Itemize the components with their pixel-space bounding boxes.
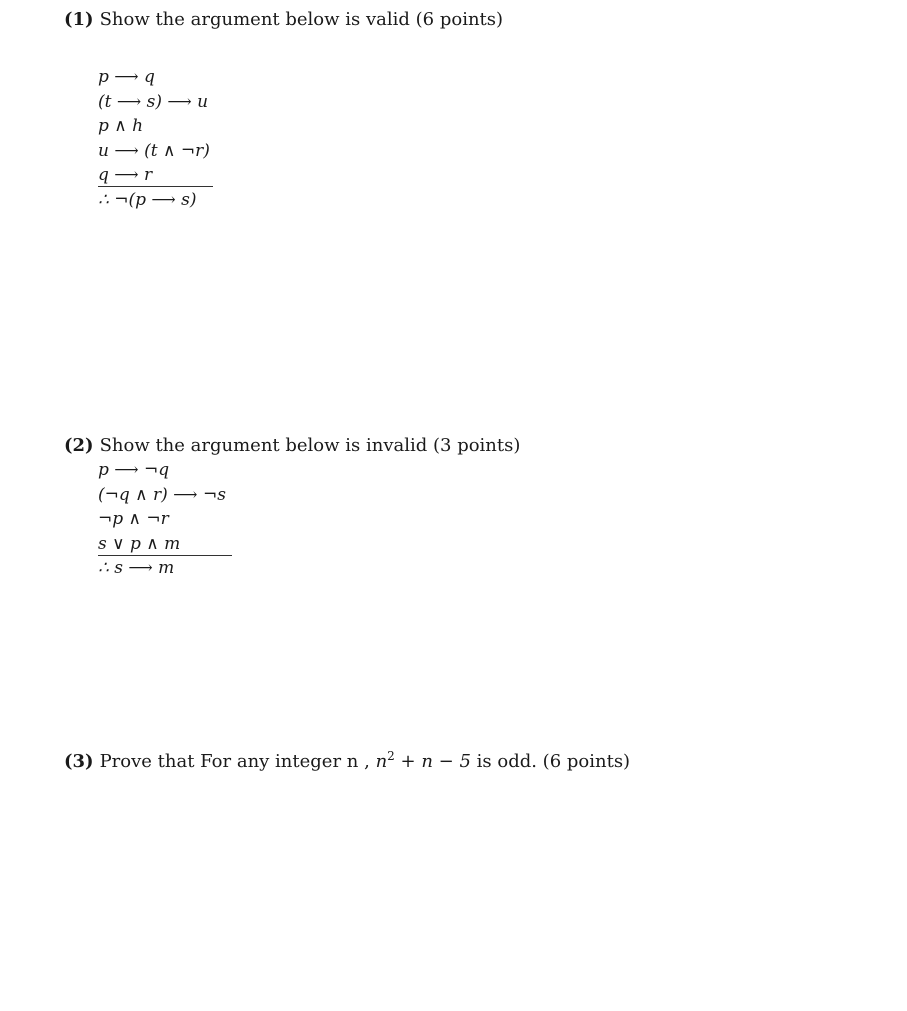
question-2-number: (2)	[64, 435, 94, 456]
question-3-text-after: is odd. (6 points)	[476, 751, 631, 772]
argument-2-premise-3: ¬p ∧ ¬r	[98, 509, 169, 529]
argument-1-premise-2: (t ⟶ s) ⟶ u	[98, 91, 209, 112]
argument-2-premise-4: s ∨ p ∧ m	[98, 533, 232, 556]
argument-1-premise-5: q ⟶ r	[98, 164, 213, 187]
question-1-text: Show the argument below is valid (6 points)	[99, 9, 504, 30]
argument-1-premise-1: p ⟶ q	[98, 67, 155, 87]
argument-2-premise-1: p ⟶ ¬q	[98, 460, 170, 480]
question-3-expression-base: n	[375, 751, 388, 772]
question-3-expression-rest: + n − 5	[400, 751, 471, 772]
question-3-heading	[64, 750, 630, 774]
argument-2-premise-2: (¬q ∧ r) ⟶ ¬s	[98, 484, 226, 505]
question-2-heading	[64, 434, 520, 458]
argument-1-premise-3: p ∧ h	[98, 116, 144, 136]
argument-1-premise-4: u ⟶ (t ∧ ¬r)	[98, 140, 210, 161]
argument-2-conclusion: ∴ s ⟶ m	[98, 558, 175, 578]
question-2-text: Show the argument below is invalid (3 points)	[99, 435, 521, 456]
argument-1-conclusion: ∴ ¬(p ⟶ s)	[98, 189, 197, 210]
question-1-number: (1)	[64, 9, 94, 30]
question-3-text-before: Prove that For any integer n ,	[99, 751, 370, 772]
argument-2	[98, 458, 232, 580]
question-3-expression-exponent: 2	[387, 749, 395, 763]
argument-1	[98, 65, 213, 212]
question-3-number: (3)	[64, 751, 94, 772]
question-1-heading	[64, 8, 503, 32]
